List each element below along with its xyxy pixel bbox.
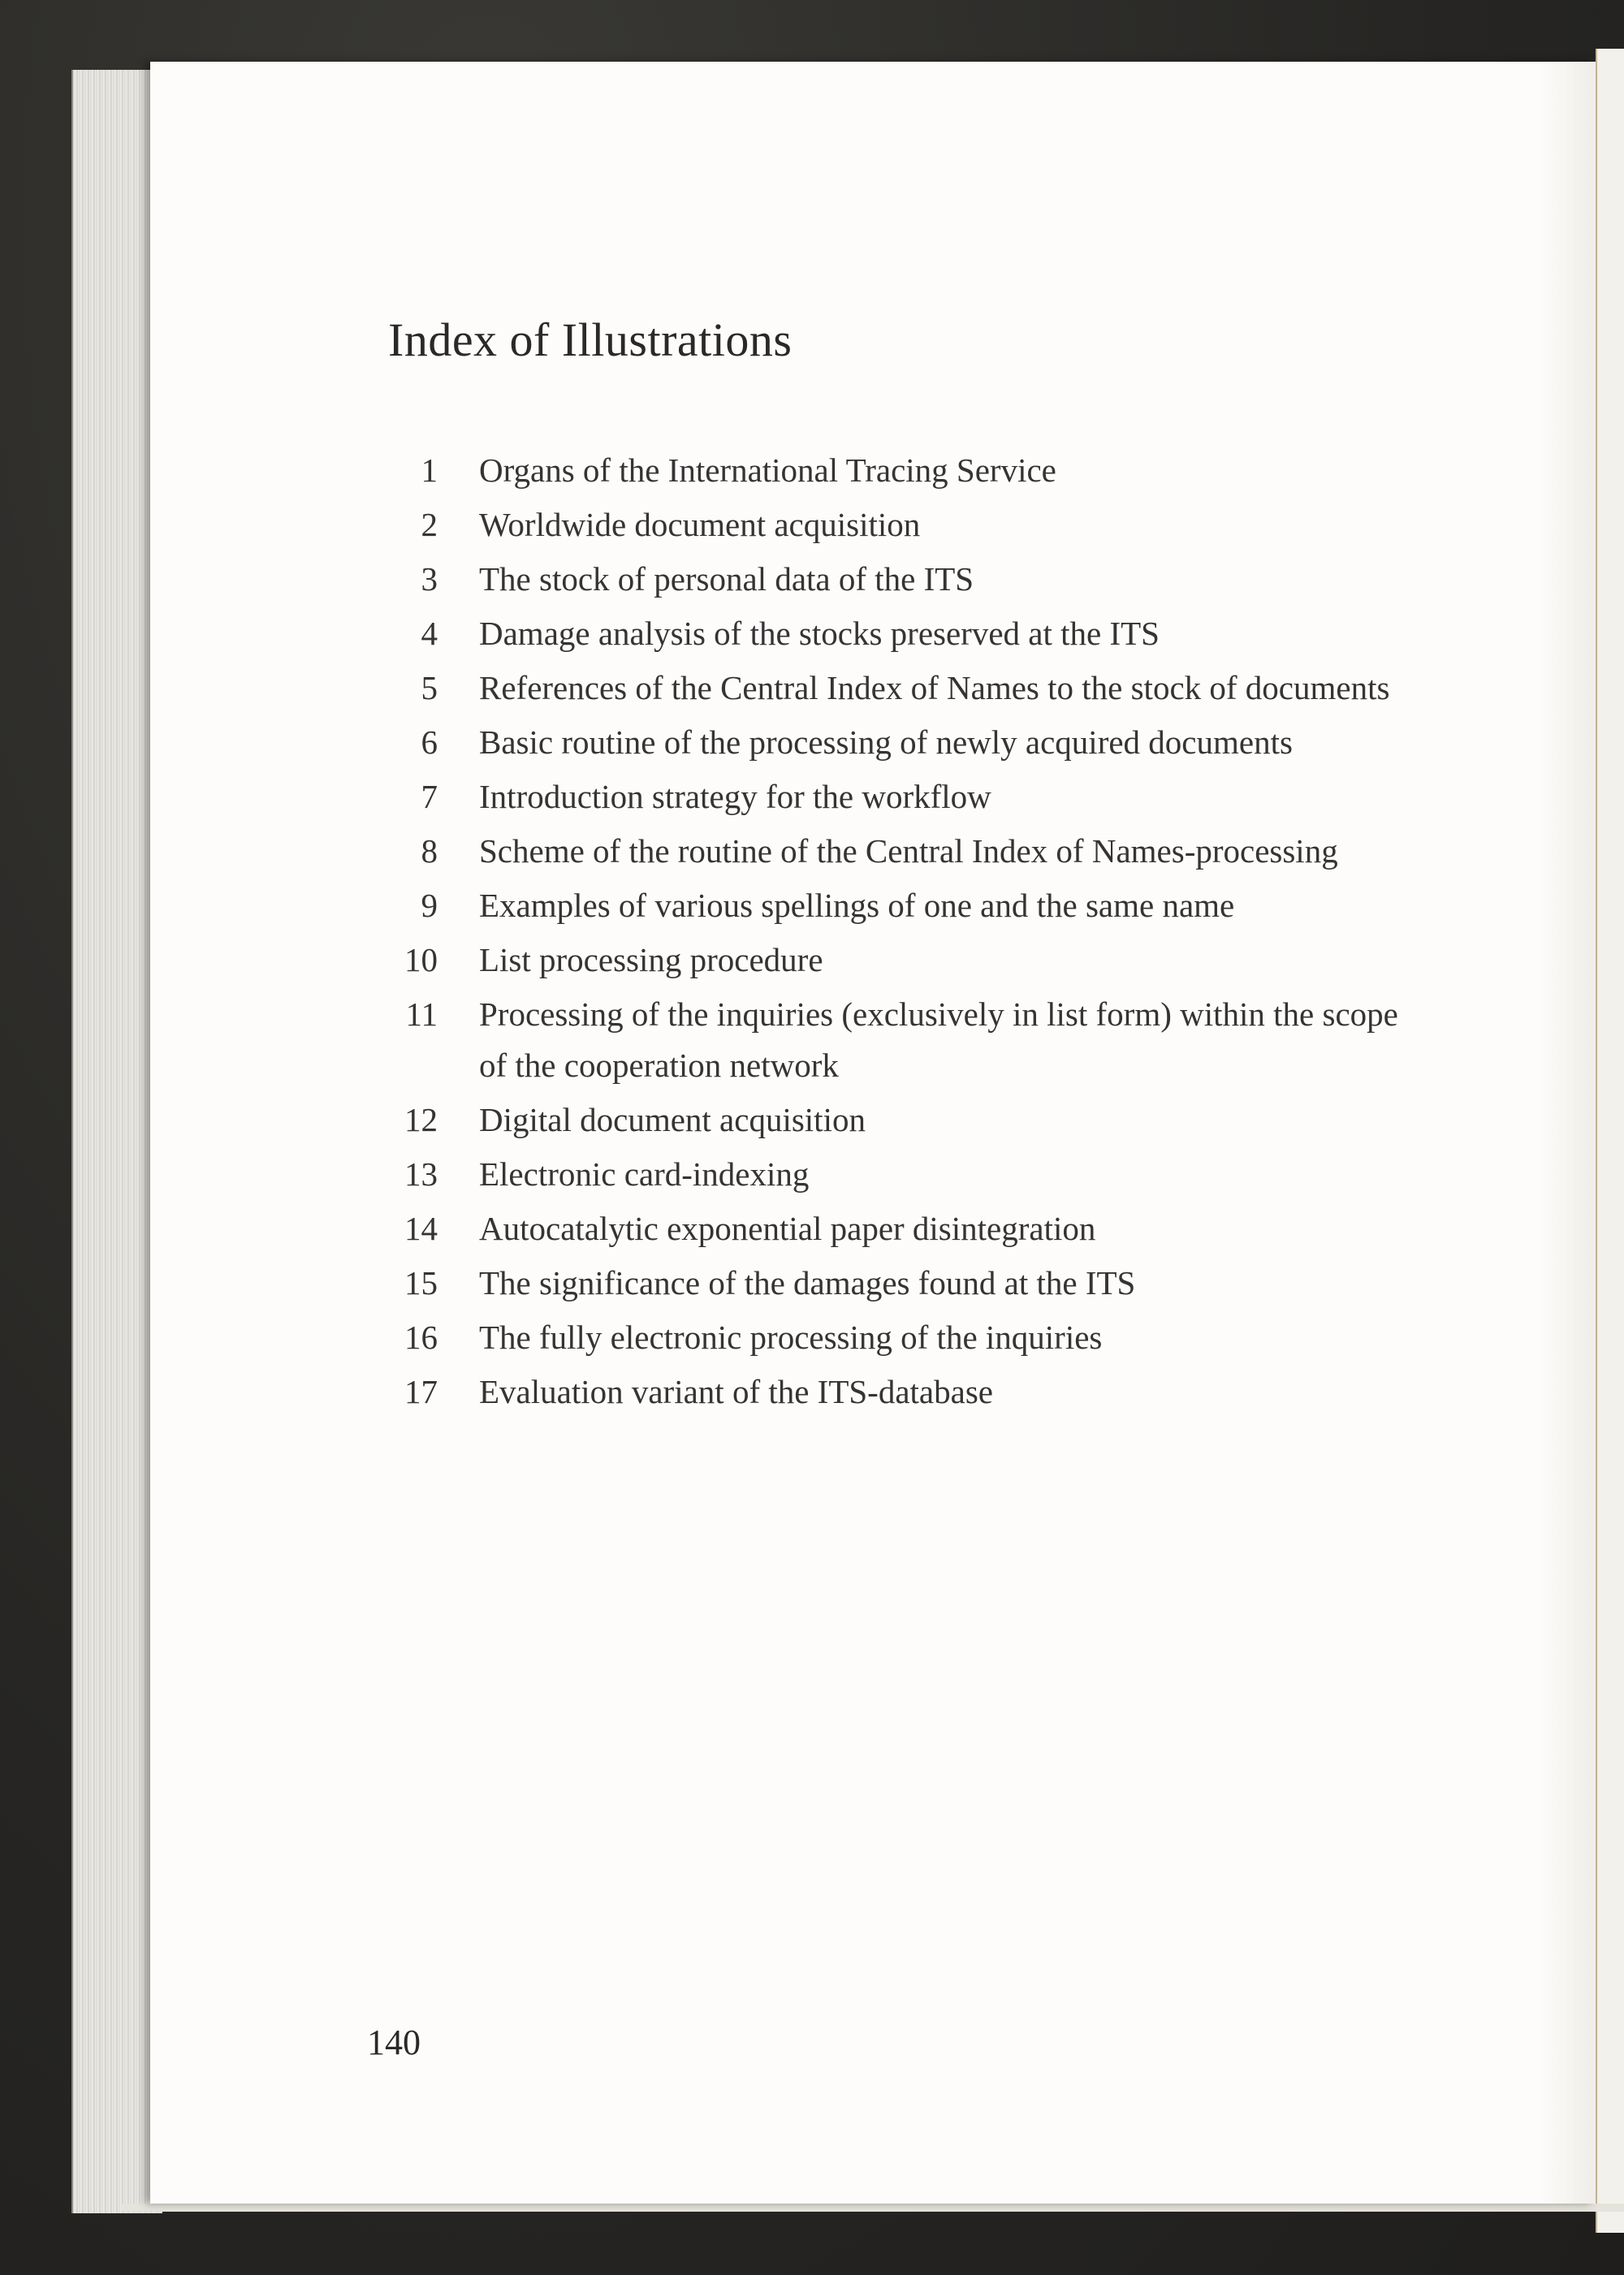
entry-number: 3: [421, 560, 438, 598]
entry-number: 15: [404, 1264, 438, 1302]
list-item: [369, 771, 1425, 822]
list-item: [369, 1366, 1425, 1418]
list-item: [369, 1094, 1425, 1146]
list-item: [369, 1312, 1425, 1363]
list-item: [369, 989, 1425, 1091]
entry-number: 11: [405, 995, 438, 1033]
entry-title: Digital document acquisition: [479, 1101, 866, 1138]
entry-number: 7: [421, 778, 438, 815]
entry-title: The significance of the damages found at the ITS: [479, 1264, 1136, 1302]
entry-title: Damage analysis of the stocks preserved at the ITS: [479, 615, 1160, 652]
entry-number: 8: [421, 832, 438, 870]
list-item: [369, 554, 1425, 605]
book-bottom-edge: [122, 2204, 1624, 2212]
page-number: 140: [367, 2022, 421, 2062]
list-item: [369, 935, 1425, 986]
entry-number: 10: [404, 941, 438, 978]
entry-title: List processing procedure: [479, 941, 823, 978]
page-title: Index of Illustrations: [388, 313, 793, 366]
illustration-index-list: [369, 445, 1425, 1421]
entry-number: 4: [421, 615, 438, 652]
list-item: [369, 608, 1425, 659]
entry-title: Processing of the inquiries (exclusively in list form) within the scope of the cooperation network: [479, 995, 1398, 1084]
list-item: [369, 1149, 1425, 1200]
list-item: [369, 826, 1425, 877]
entry-title: Introduction strategy for the workflow: [479, 778, 991, 815]
entry-title: The stock of personal data of the ITS: [479, 560, 974, 598]
list-item: [369, 1258, 1425, 1309]
entry-number: 12: [404, 1101, 438, 1138]
list-item: [369, 880, 1425, 931]
book-page-edges: [71, 70, 162, 2213]
entry-title: References of the Central Index of Names to the stock of documents: [479, 669, 1390, 706]
list-item: [369, 1203, 1425, 1254]
entry-number: 16: [404, 1319, 438, 1356]
facing-page-edge: [1596, 49, 1624, 2233]
entry-number: 13: [404, 1155, 438, 1193]
entry-title: Basic routine of the processing of newly acquired documents: [479, 723, 1293, 761]
entry-title: Evaluation variant of the ITS-database: [479, 1373, 993, 1410]
list-item: [369, 499, 1425, 550]
entry-title: Worldwide document acquisition: [479, 506, 921, 543]
entry-number: 6: [421, 723, 438, 761]
list-item: [369, 663, 1425, 714]
entry-title: Organs of the International Tracing Service: [479, 451, 1056, 489]
entry-number: 1: [421, 451, 438, 489]
entry-number: 17: [404, 1373, 438, 1410]
entry-title: Autocatalytic exponential paper disintegration: [479, 1210, 1096, 1247]
entry-number: 2: [421, 506, 438, 543]
entry-number: 5: [421, 669, 438, 706]
entry-number: 9: [421, 887, 438, 924]
entry-title: Electronic card-indexing: [479, 1155, 810, 1193]
list-item: [369, 445, 1425, 496]
entry-number: 14: [404, 1210, 438, 1247]
entry-title: The fully electronic processing of the inquiries: [479, 1319, 1103, 1356]
entry-title: Examples of various spellings of one and the same name: [479, 887, 1235, 924]
list-item: [369, 717, 1425, 768]
entry-title: Scheme of the routine of the Central Index of Names-processing: [479, 832, 1338, 870]
